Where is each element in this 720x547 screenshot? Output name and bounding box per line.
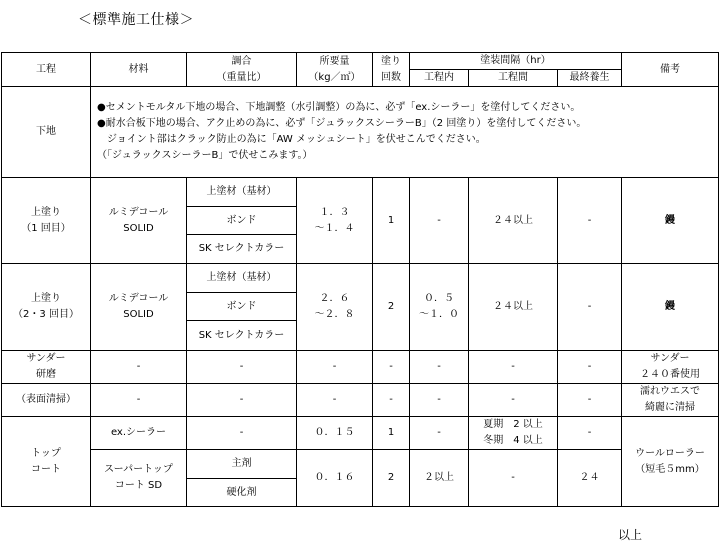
topcoat1-coats: 1 xyxy=(373,178,410,264)
sealer-material: ex.シーラー xyxy=(91,417,187,450)
topcoat1-final: - xyxy=(558,178,622,264)
topcoat2-material-line2: SOLID xyxy=(123,309,154,320)
header-coats-line1: 塗り xyxy=(381,55,401,67)
header-mix-line2: （重量比） xyxy=(216,71,267,83)
cleaning-remarks-line2: 綺麗に清掃 xyxy=(645,402,696,413)
topcoat1-material-line1: ルミデコール xyxy=(108,206,169,218)
super-mix-main: 主剤 xyxy=(187,450,297,479)
substrate-note-3: ジョイント部はクラック防止の為に「AW メッシュシート」を伏せこんでください。 xyxy=(97,134,486,145)
topcoat1-row-a xyxy=(2,178,719,207)
cleaning-row xyxy=(2,384,719,417)
topcoat2-mix-base: 上塗材（基材） xyxy=(187,264,297,293)
header-mix xyxy=(187,53,297,87)
sanding-remarks-line2: ２４０番使用 xyxy=(640,369,701,380)
substrate-note-1: ●セメントモルタル下地の場合、下地調整（水引調整）の為に、必ず「ex.シーラー」を塗付してください。 xyxy=(97,102,581,113)
topcoat2-remarks: 鏝 xyxy=(622,264,719,351)
topcoat2-material-line1: ルミデコール xyxy=(108,293,169,304)
header-interval-between: 工程間 xyxy=(469,70,558,87)
cleaning-amount: - xyxy=(297,384,373,417)
sanding-amount: - xyxy=(297,351,373,384)
super-final: ２４ xyxy=(558,450,622,507)
topcoat-clear-remarks xyxy=(622,417,719,507)
topcoat1-amount xyxy=(297,178,373,264)
topcoat1-material xyxy=(91,178,187,264)
topcoat2-process xyxy=(2,264,91,351)
cleaning-within: - xyxy=(410,384,469,417)
substrate-note-4: （「ジュラックスシーラーB」で伏せこみます。） xyxy=(97,150,313,161)
cleaning-remarks xyxy=(622,384,719,417)
topcoat2-within-line2: ～１．０ xyxy=(419,309,459,320)
super-amount: ０．１６ xyxy=(297,450,373,507)
topcoat-clear-process-line1: トップ xyxy=(31,447,61,459)
cleaning-between: - xyxy=(469,384,558,417)
topcoat-sealer-row xyxy=(2,417,719,450)
super-material xyxy=(91,450,187,507)
topcoat2-material xyxy=(91,264,187,351)
super-between: - xyxy=(469,450,558,507)
topcoat-super-row-a xyxy=(2,450,719,479)
sanding-between: - xyxy=(469,351,558,384)
topcoat2-process-line2: （2・3 回目） xyxy=(13,309,79,320)
header-interval-within: 工程内 xyxy=(410,70,469,87)
header-amount-line1: 所要量 xyxy=(319,55,350,67)
super-coats: 2 xyxy=(373,450,410,507)
topcoat1-remarks: 鏝 xyxy=(622,178,719,264)
cleaning-final: - xyxy=(558,384,622,417)
topcoat2-coats: 2 xyxy=(373,264,410,351)
header-coats-line2: 回数 xyxy=(381,71,401,83)
sanding-mix: - xyxy=(187,351,297,384)
substrate-notes xyxy=(91,87,719,178)
super-material-line2: コート SD xyxy=(114,480,163,491)
sanding-coats: - xyxy=(373,351,410,384)
topcoat-clear-remarks-line2: （短毛５mm） xyxy=(635,463,705,475)
topcoat1-between: ２４以上 xyxy=(469,178,558,264)
sanding-final: - xyxy=(558,351,622,384)
topcoat1-process-line1: 上塗り xyxy=(31,206,61,218)
cleaning-process: （表面清掃） xyxy=(2,384,91,417)
super-material-line1: スーパートップ xyxy=(104,464,173,475)
header-mix-line1: 調合 xyxy=(231,55,252,67)
topcoat2-between: ２４以上 xyxy=(469,264,558,351)
sanding-process-line1: サンダー xyxy=(26,353,66,364)
topcoat2-within xyxy=(410,264,469,351)
super-within: ２以上 xyxy=(410,450,469,507)
sanding-row xyxy=(2,351,719,384)
sealer-between-winter: 冬期 4 以上 xyxy=(483,435,543,446)
topcoat2-mix-bond: ボンド xyxy=(187,293,297,321)
super-mix-hardener: 硬化剤 xyxy=(187,479,297,507)
topcoat1-amount-line2: ～１．４ xyxy=(314,222,355,234)
sanding-process xyxy=(2,351,91,384)
header-material: 材料 xyxy=(91,53,187,87)
topcoat-clear-process-line2: コート xyxy=(31,463,61,475)
topcoat2-row-a xyxy=(2,264,719,293)
sealer-amount: ０．１５ xyxy=(297,417,373,450)
sealer-between-summer: 夏期 2 以上 xyxy=(483,419,543,430)
sanding-remarks xyxy=(622,351,719,384)
page-title: ＜標準施工仕様＞ xyxy=(78,12,194,28)
topcoat-clear-remarks-line1: ウールローラー xyxy=(635,447,705,459)
sanding-remarks-line1: サンダー xyxy=(650,353,690,364)
cleaning-remarks-line1: 濡れウエスで xyxy=(640,386,701,397)
topcoat1-within: - xyxy=(410,178,469,264)
topcoat2-process-line1: 上塗り xyxy=(31,293,61,304)
substrate-note-2: ●耐水合板下地の場合、アク止めの為に、必ず「ジュラックスシーラーB」（2 回塗り）を塗付してください。 xyxy=(97,118,587,129)
topcoat1-process-line2: （1 回目） xyxy=(21,222,71,234)
topcoat1-mix-color: SK セレクトカラー xyxy=(187,235,297,264)
topcoat2-amount-line1: ２．６ xyxy=(319,293,350,304)
sanding-material: - xyxy=(91,351,187,384)
header-row-1 xyxy=(2,53,719,70)
cleaning-coats: - xyxy=(373,384,410,417)
header-interval: 塗装間隔（hr） xyxy=(410,53,622,70)
topcoat1-process xyxy=(2,178,91,264)
header-amount-line2: （kg／㎡） xyxy=(308,71,361,83)
sealer-coats: 1 xyxy=(373,417,410,450)
sanding-within: - xyxy=(410,351,469,384)
topcoat2-final: - xyxy=(558,264,622,351)
topcoat1-mix-bond: ボンド xyxy=(187,207,297,235)
topcoat-clear-process xyxy=(2,417,91,507)
header-coats xyxy=(373,53,410,87)
cleaning-mix: - xyxy=(187,384,297,417)
substrate-row xyxy=(2,87,719,178)
sealer-final: - xyxy=(558,417,622,450)
header-interval-final: 最終養生 xyxy=(558,70,622,87)
topcoat2-amount-line2: ～２．８ xyxy=(314,309,355,320)
header-process: 工程 xyxy=(2,53,91,87)
sealer-within: - xyxy=(410,417,469,450)
substrate-process: 下地 xyxy=(2,87,91,178)
header-remarks: 備考 xyxy=(622,53,719,87)
topcoat1-amount-line1: １．３ xyxy=(319,206,350,218)
topcoat2-amount xyxy=(297,264,373,351)
topcoat2-within-line1: ０．５ xyxy=(424,293,454,304)
cleaning-material: - xyxy=(91,384,187,417)
footer-end-mark: 以上 xyxy=(618,528,643,542)
topcoat2-mix-color: SK セレクトカラー xyxy=(187,321,297,351)
sealer-between xyxy=(469,417,558,450)
topcoat1-mix-base: 上塗材（基材） xyxy=(187,178,297,207)
spec-table xyxy=(1,52,719,507)
sanding-process-line2: 研磨 xyxy=(36,369,56,380)
sealer-mix: - xyxy=(187,417,297,450)
header-amount xyxy=(297,53,373,87)
topcoat1-material-line2: SOLID xyxy=(123,222,154,234)
